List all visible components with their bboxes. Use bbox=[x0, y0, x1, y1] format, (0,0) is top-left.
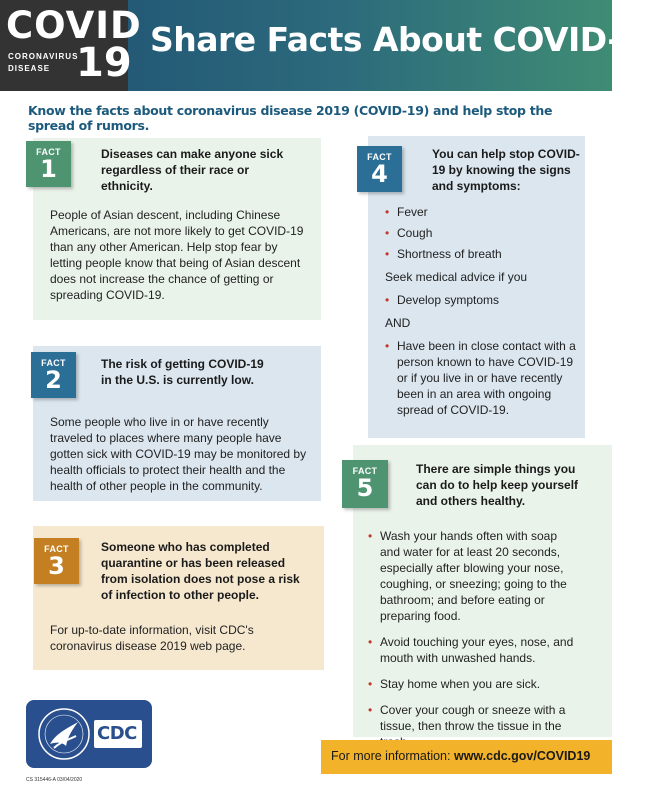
fact-1-label: FACT bbox=[36, 147, 61, 157]
document-code: CS 315446-A 03/04/2020 bbox=[26, 777, 83, 783]
fact-4-label: FACT bbox=[367, 152, 392, 162]
fact-5-content bbox=[368, 528, 580, 750]
cdc-logo-text: CDC bbox=[97, 723, 137, 744]
logo-19-text: 19 bbox=[76, 40, 132, 86]
fact-1-heading: Diseases can make anyone sick regardless of their race or ethnicity. bbox=[101, 147, 284, 193]
fact-2-number: 2 bbox=[45, 366, 62, 394]
fact-1-body: People of Asian descent, including Chinese Americans, are not more likely to get COVID-19 than any other American. Help stop fear by letting people know that being of Asian descent does not increase the chance of getting or spreading COVID-19. bbox=[50, 208, 304, 302]
cdc-logo-box bbox=[94, 720, 142, 748]
tip-wash-hands: • Wash your hands often with soap and water for at least 20 seconds, especially after blowing your nose, coughing, or sneezing; going to the bathroom; and before eating or preparing food. bbox=[368, 528, 580, 624]
tip-avoid-touching: • Avoid touching your eyes, nose, and mouth with unwashed hands. bbox=[368, 634, 580, 666]
fact-5-tag bbox=[342, 460, 388, 508]
advice-close-contact: • Have been in close contact with a person known to have COVID-19 or if you live in or have recently been in an area with ongoing spread of COVID-19. bbox=[385, 338, 579, 418]
fact-4-tag bbox=[357, 146, 402, 192]
contact-list bbox=[385, 338, 579, 418]
advice-develop-symptoms: • Develop symptoms bbox=[385, 292, 579, 308]
fact-3-label: FACT bbox=[44, 544, 69, 554]
hhs-cdc-logo bbox=[26, 700, 152, 768]
footer-url-link[interactable]: www.cdc.gov/COVID19 bbox=[453, 749, 591, 763]
fact-5-number: 5 bbox=[356, 474, 374, 502]
fact-2-tag bbox=[31, 352, 76, 398]
footer-text bbox=[331, 749, 590, 763]
symptom-cough: • Cough bbox=[385, 225, 579, 241]
header-banner bbox=[0, 0, 665, 91]
advice-list bbox=[385, 292, 579, 308]
symptom-list bbox=[385, 204, 579, 262]
logo-coronavirus-text: CORONAVIRUS bbox=[8, 52, 79, 61]
fact-4-content bbox=[385, 204, 579, 418]
fact-2-label: FACT bbox=[41, 358, 66, 368]
logo-covid-text: COVID bbox=[6, 4, 142, 47]
fact-3-body: For up-to-date information, visit CDC's coronavirus disease 2019 web page. bbox=[50, 623, 254, 653]
covid19-logo bbox=[0, 0, 142, 91]
fact-3-tag bbox=[34, 538, 79, 584]
fact-3-heading: Someone who has completed quarantine or has been released from isolation does not pose a risk of infection to other people. bbox=[101, 540, 300, 602]
tips-list bbox=[368, 528, 580, 750]
fact-5-label: FACT bbox=[352, 466, 378, 476]
fact-4-heading: You can help stop COVID-19 by knowing the signs and symptoms: bbox=[432, 147, 580, 193]
fact-1-tag bbox=[26, 141, 71, 187]
logo-disease-text: DISEASE bbox=[8, 64, 51, 73]
fact-5-heading: There are simple things you can do to help keep yourself and others healthy. bbox=[416, 462, 579, 508]
tip-stay-home: • Stay home when you are sick. bbox=[368, 676, 580, 692]
page-subtitle: Know the facts about coronavirus disease 2019 (COVID-19) and help stop the spread of rumors. bbox=[28, 103, 553, 133]
and-text: AND bbox=[385, 316, 411, 330]
fact-4-number: 4 bbox=[371, 160, 388, 188]
tip-cover-cough: • Cover your cough or sneeze with a tissue, then throw the tissue in the bbox=[368, 702, 580, 750]
fact-2-body: Some people who live in or have recently traveled to places where many people have gotten sick with COVID-19 may be monitored by health officials to protect their health and the health of other people in the community. bbox=[50, 415, 307, 493]
fact-1-number: 1 bbox=[40, 155, 57, 183]
advice-text: Seek medical advice if you bbox=[385, 270, 528, 284]
fact-2-heading: The risk of getting COVID-19 in the U.S. is currently low. bbox=[101, 357, 264, 387]
page-title: Share Facts About COVID-19 bbox=[150, 20, 665, 59]
symptom-fever: • Fever bbox=[385, 204, 579, 220]
footer-info-bar bbox=[321, 740, 612, 774]
footer-prefix: For more information: bbox=[331, 749, 454, 763]
symptom-shortness-of-breath: • Shortness of breath bbox=[385, 246, 579, 262]
fact-3-number: 3 bbox=[48, 552, 65, 580]
